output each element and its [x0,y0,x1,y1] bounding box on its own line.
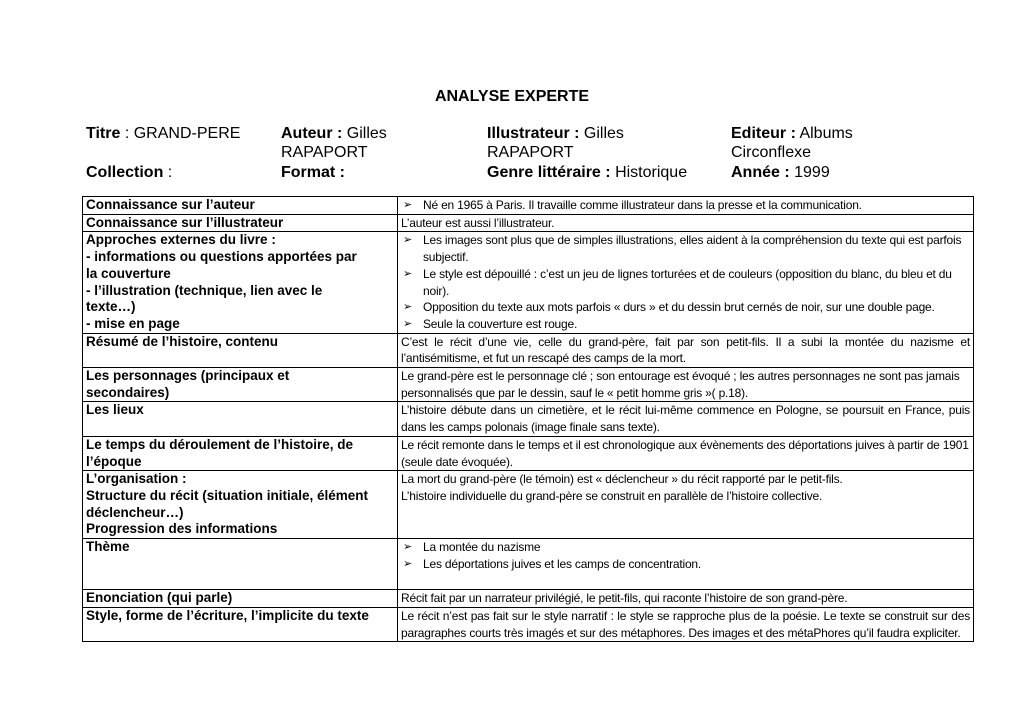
auteur-label: Auteur : [281,125,343,142]
illustrateur-value-2: RAPAPORT [487,144,574,161]
row-label-line: Progression des informations [86,521,278,537]
row-label-line: - l’illustration (technique, lien avec le [86,282,323,298]
row-label [83,539,398,590]
table-row [83,333,974,367]
table-row [83,232,974,333]
collection-label: Collection [86,164,164,181]
table-row [83,436,974,470]
arrow-bullet-icon: ➢ [403,541,413,554]
titre-value: : GRAND-PERE [124,125,241,142]
table-row [83,607,974,641]
illustrateur-field [487,124,624,162]
table-row [83,368,974,402]
bullet-list [401,232,970,332]
row-label [83,436,398,470]
titre-label: Titre [86,125,121,142]
content-text: Le grand-père est le personnage clé ; son entourage est évoqué ; les autres personnages ne sont pas jamais personnalisés que par le dessin, sauf le « petit homme gris »( p.18). [401,369,960,400]
auteur-field [281,124,387,162]
bullet-text: Les déportations juives et les camps de concentration. [423,556,702,571]
row-label-line: secondaires) [86,384,170,400]
page-title: ANALYSE EXPERTE [434,88,590,105]
arrow-bullet-icon: ➢ [403,199,413,211]
content-line: L’histoire individuelle du grand-père se construit en parallèle de l’histoire collective. [401,488,823,503]
bullet-list [401,197,970,214]
genre-field [487,163,687,182]
row-label [83,333,398,367]
bullet-text: Le style est dépouillé : c’est un jeu de lignes torturées et de couleurs (opposition du blanc, du bleu et du noir). [423,266,952,298]
row-label-line: la couverture [86,265,171,281]
content-text: C’est le récit d’une vie, celle du grand-père, fait par son petit-fils. Il a subi la montée du nazisme et l’antisémitisme, et fut un rescapé des camps de la mort. [401,334,970,366]
analysis-table-body [83,197,974,642]
table-row [83,471,974,539]
bullet-list [401,539,970,572]
arrow-bullet-icon: ➢ [403,301,413,314]
row-label [83,232,398,333]
content-text: Récit fait par un narrateur privilégié, le petit-fils, qui raconte l’histoire de son grand-père. [401,591,848,606]
row-content [398,436,974,470]
row-label-line: déclencheur…) [86,504,184,520]
row-label [83,607,398,641]
arrow-bullet-icon: ➢ [403,317,413,330]
row-label-line: Connaissance sur l’auteur [86,197,255,212]
editeur-field [731,124,853,162]
annee-label: Année : [731,164,790,181]
bullet-text: La montée du nazisme [423,540,541,555]
annee-field [731,163,830,182]
row-label-line: L’organisation : [86,471,187,487]
row-content [398,368,974,402]
editeur-label: Editeur : [731,125,796,142]
row-label [83,402,398,436]
row-content [398,471,974,539]
row-label-line: Thème [86,539,130,555]
bullet-text: Seule la couverture est rouge. [423,316,578,331]
row-content [398,333,974,367]
row-label-line: Approches externes du livre : [86,232,276,248]
content-text: L’auteur est aussi l’illustrateur. [401,215,555,230]
row-content [398,539,974,590]
format-label: Format : [281,164,345,181]
format-field [281,163,345,182]
bullet-text: Les images sont plus que de simples illustrations, elles aident à la compréhension du texte qui est parfois subjectif. [423,233,962,265]
titre-field [86,124,240,143]
analysis-table [82,196,974,642]
arrow-bullet-icon: ➢ [403,557,413,570]
illustrateur-value: Gilles [583,125,624,142]
content-line: La mort du grand-père (le témoin) est « déclencheur » du récit rapporté par le petit-fils. [401,472,843,487]
editeur-value: Albums [799,125,853,142]
content-text: Le récit n’est pas fait sur le style narratif : le style se rapproche plus de la poésie. Le texte se construit sur des paragraphes courts très imagés et sur des métaphores. Des images et des métaPhores qu’il faudra expliciter. [401,608,970,640]
row-label-line: l’époque [86,453,142,469]
list-item [401,197,970,214]
content-text: L’histoire débute dans un cimetière, et le récit lui-même commence en Pologne, se poursuit en France, puis dans les camps polonais (image finale sans texte). [401,403,970,435]
row-label-line: - informations ou questions apportées par [86,249,357,265]
row-label-line: texte…) [86,299,136,315]
arrow-bullet-icon: ➢ [403,267,413,280]
row-label-line: Structure du récit (situation initiale, élément [86,487,369,503]
content-text: Le récit remonte dans le temps et il est chronologique aux évènements des déportations juives à partir de 1901 (seule date évoquée). [401,437,969,469]
row-label [83,368,398,402]
row-label-line: Style, forme de l’écriture, l’implicite du texte [86,607,369,623]
table-row [83,214,974,232]
row-label [83,471,398,539]
row-label-line: Résumé de l’histoire, contenu [86,333,279,349]
table-row [83,197,974,215]
list-item [401,232,970,265]
row-label [83,197,398,215]
list-item [401,299,970,316]
row-label-line: Enonciation (qui parle) [86,590,233,606]
collection-value: : [167,164,173,181]
row-label-line: Le temps du déroulement de l’histoire, de [86,436,354,452]
auteur-value: Gilles [346,125,387,142]
row-content [398,607,974,641]
row-label-line: Les lieux [86,402,144,418]
row-content [398,232,974,333]
row-label-line: Les personnages (principaux et [86,368,290,384]
row-label-line: Connaissance sur l’illustrateur [86,214,284,230]
row-label [83,590,398,608]
row-content [398,214,974,232]
list-item [401,539,970,556]
arrow-bullet-icon: ➢ [403,234,413,247]
row-label [83,214,398,232]
table-row [83,590,974,608]
list-item [401,316,970,333]
list-item [401,266,970,299]
table-row [83,402,974,436]
row-content [398,197,974,215]
bullet-text: Opposition du texte aux mots parfois « durs » et du dessin brut cernés de noir, sur une double page. [423,300,935,315]
row-label-line: - mise en page [86,315,180,331]
genre-value: Historique [615,164,688,181]
editeur-value-2: Circonflexe [731,144,812,161]
illustrateur-label: Illustrateur : [487,125,580,142]
row-content [398,402,974,436]
list-item [401,556,970,573]
auteur-value-2: RAPAPORT [281,144,368,161]
table-row [83,539,974,590]
row-content [398,590,974,608]
genre-label: Genre littéraire : [487,164,611,181]
collection-field [86,163,172,182]
annee-value: 1999 [794,164,830,181]
bullet-text: Né en 1965 à Paris. Il travaille comme illustrateur dans la presse et la communication. [423,198,862,212]
